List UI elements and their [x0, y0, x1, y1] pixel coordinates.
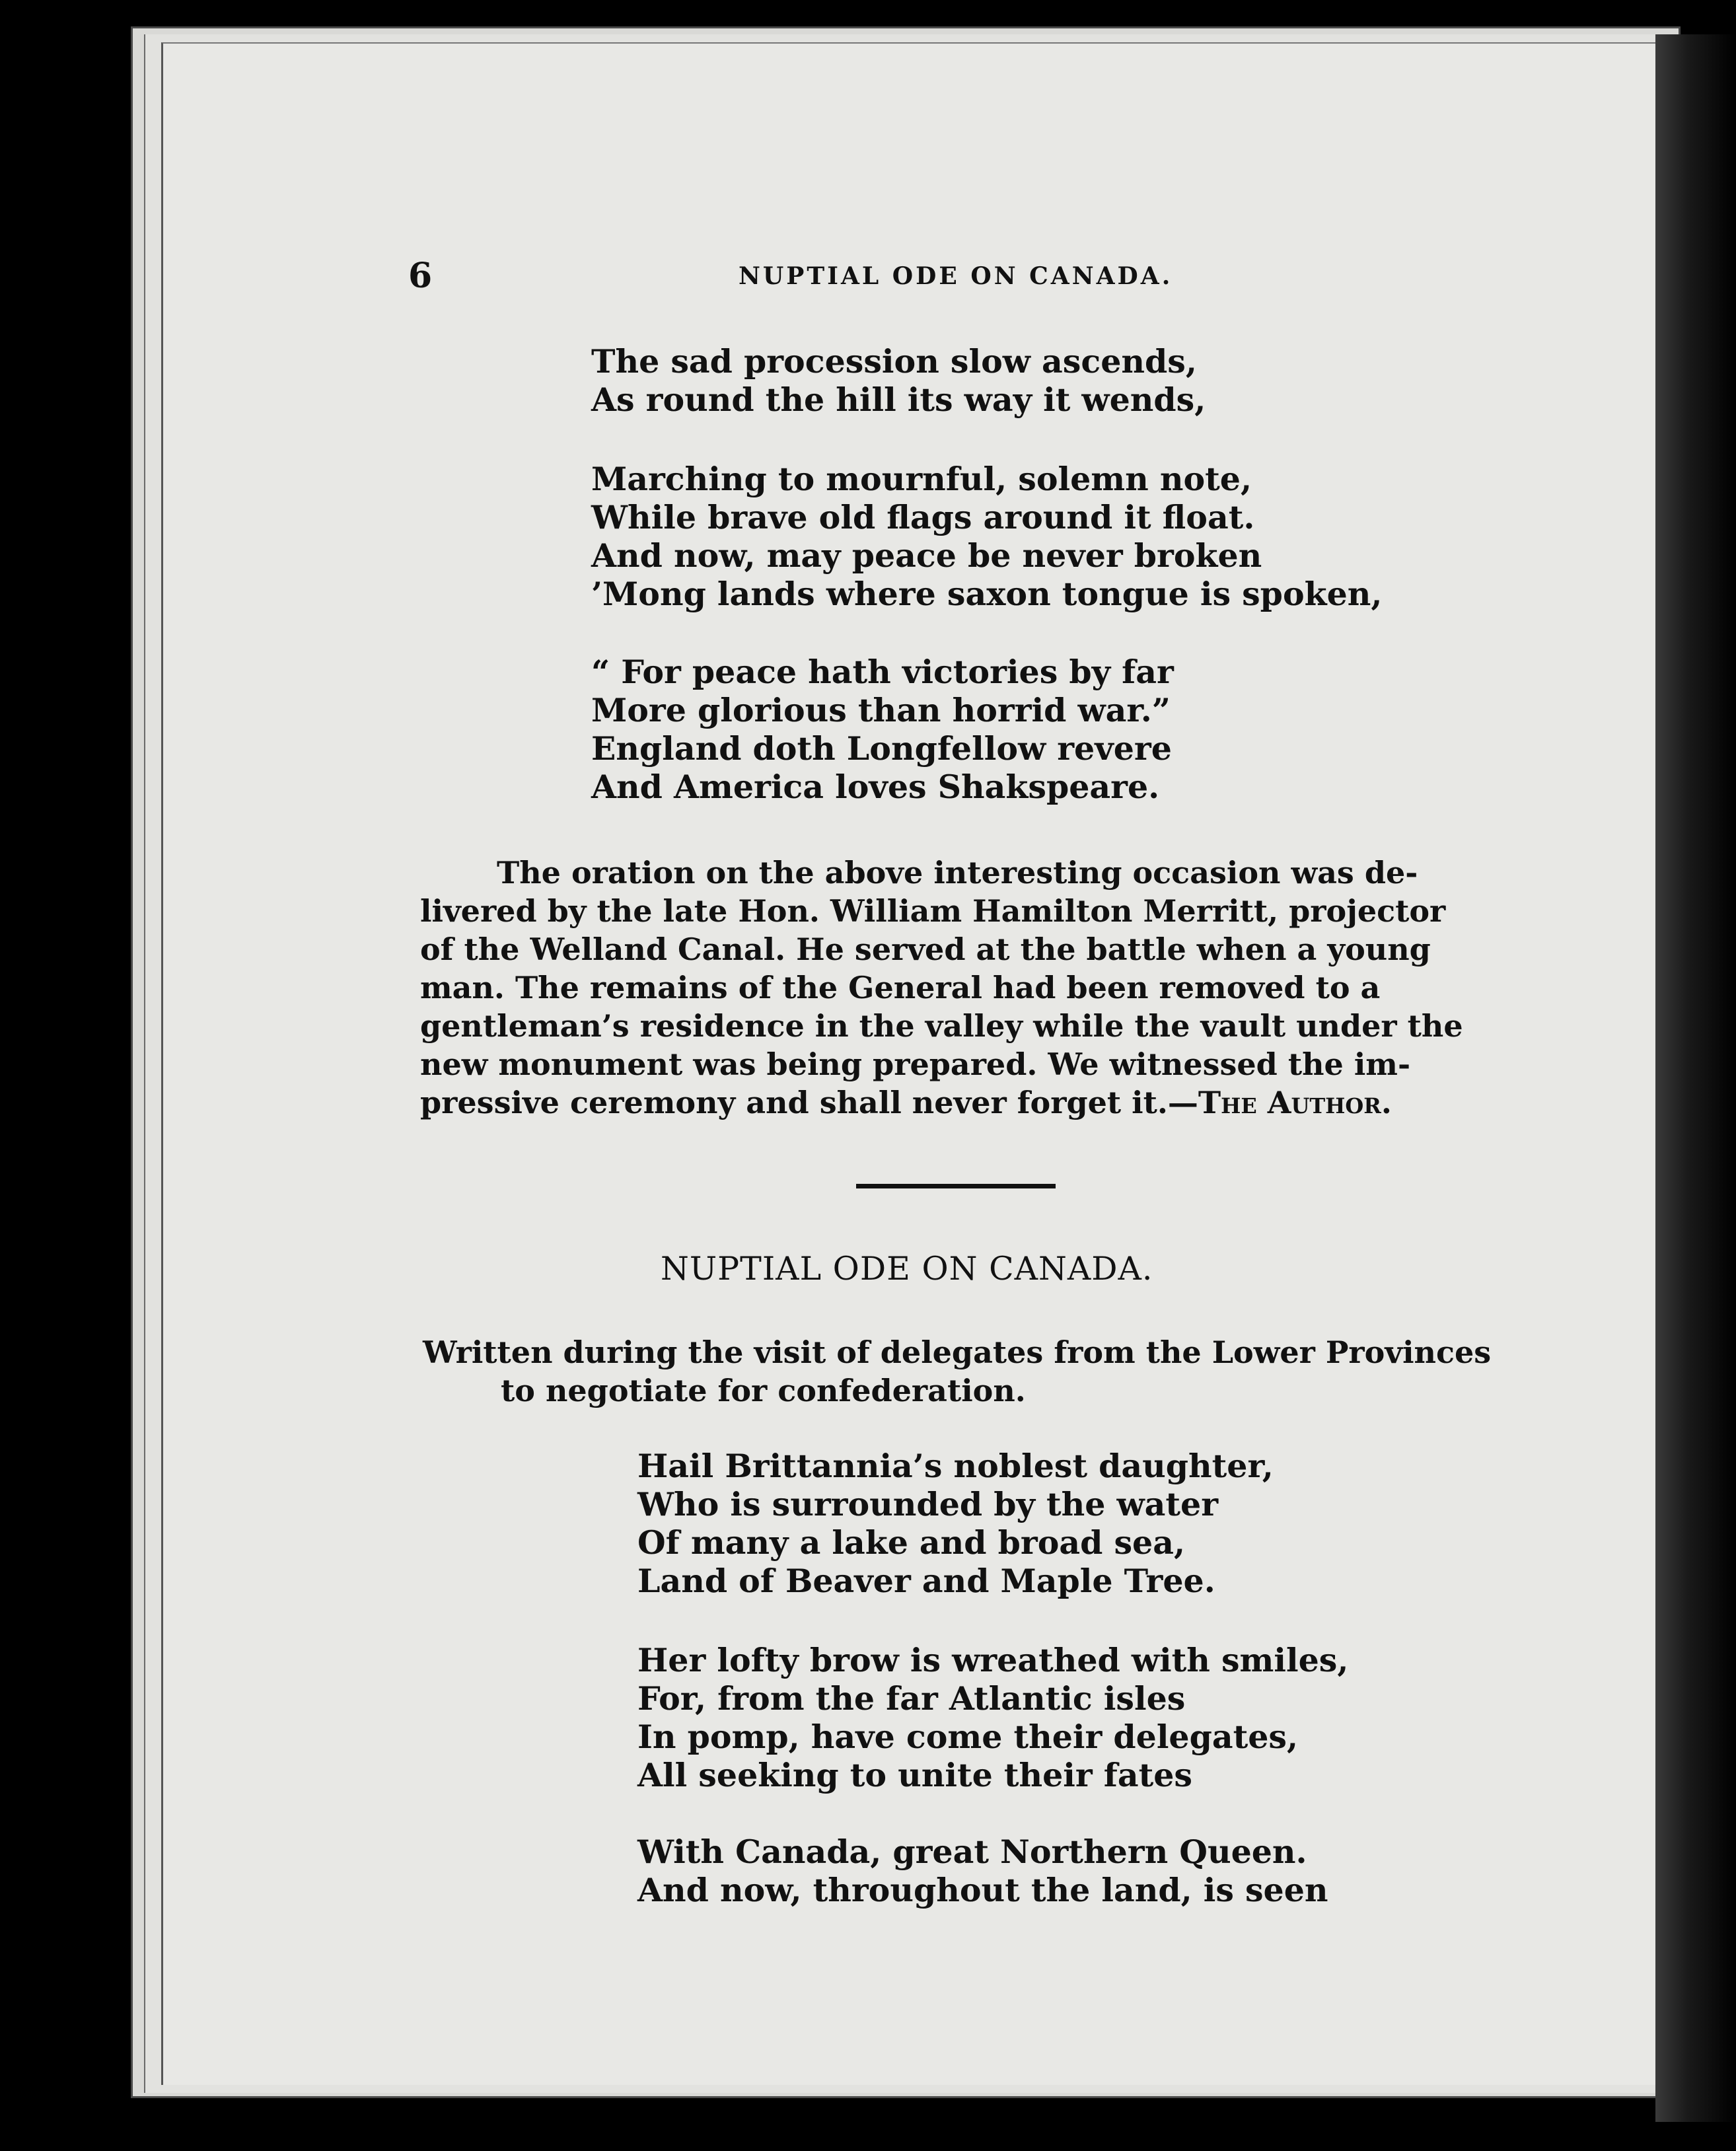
stanza-line: While brave old flags around it float.: [591, 498, 1255, 536]
ode-line: With Canada, great Northern Queen.: [637, 1833, 1307, 1871]
binding-shadow: [1655, 34, 1736, 2122]
ode-line: Who is surrounded by the water: [637, 1485, 1219, 1523]
author-signature: The Author.: [1198, 1085, 1392, 1120]
ode-line: Land of Beaver and Maple Tree.: [637, 1562, 1215, 1600]
prose-last-line: [420, 1083, 1392, 1122]
stanza-line: And America loves Shakspeare.: [591, 768, 1160, 806]
section-subtitle: to negotiate for confederation.: [501, 1373, 1026, 1408]
prose-line: livered by the late Hon. William Hamilton Merritt, projector: [420, 893, 1446, 929]
stanza-line: “ For peace hath victories by far: [591, 653, 1174, 691]
ode-line: Of many a lake and broad sea,: [637, 1523, 1186, 1562]
stanza-line: ’Mong lands where saxon tongue is spoken,: [591, 575, 1383, 613]
stanza-line: More glorious than horrid war.”: [591, 691, 1171, 729]
ode-line: In pomp, have come their delegates,: [637, 1718, 1299, 1756]
page-number: 6: [408, 256, 433, 296]
ode-line: Her lofty brow is wreathed with smiles,: [637, 1641, 1349, 1679]
section-divider: [856, 1184, 1056, 1188]
ode-line: For, from the far Atlantic isles: [637, 1679, 1186, 1718]
prose-line: pressive ceremony and shall never forget it.—: [420, 1085, 1198, 1120]
prose-line: man. The remains of the General had been removed to a: [420, 970, 1381, 1005]
ode-line: Hail Brittannia’s noblest daughter,: [637, 1447, 1274, 1485]
prose-line: of the Welland Canal. He served at the battle when a young: [420, 931, 1431, 967]
prose-line: gentleman’s residence in the valley while the vault under the: [420, 1008, 1463, 1044]
stanza-line: The sad procession slow ascends,: [591, 342, 1197, 381]
ode-line: And now, throughout the land, is seen: [637, 1871, 1328, 1909]
stanza-line: As round the hill its way it wends,: [591, 381, 1206, 419]
prose-line: The oration on the above interesting occasion was de-: [497, 855, 1418, 891]
prose-line: new monument was being prepared. We witnessed the im-: [420, 1046, 1411, 1082]
section-title: NUPTIAL ODE ON CANADA.: [661, 1250, 1153, 1288]
stanza-line: And now, may peace be never broken: [591, 536, 1262, 575]
stanza-line: Marching to mournful, solemn note,: [591, 460, 1252, 498]
running-head: NUPTIAL ODE ON CANADA.: [739, 262, 1173, 290]
section-subtitle: Written during the visit of delegates from the Lower Provinces: [423, 1334, 1492, 1370]
ode-line: All seeking to unite their fates: [637, 1756, 1193, 1794]
stanza-line: England doth Longfellow revere: [591, 729, 1172, 768]
